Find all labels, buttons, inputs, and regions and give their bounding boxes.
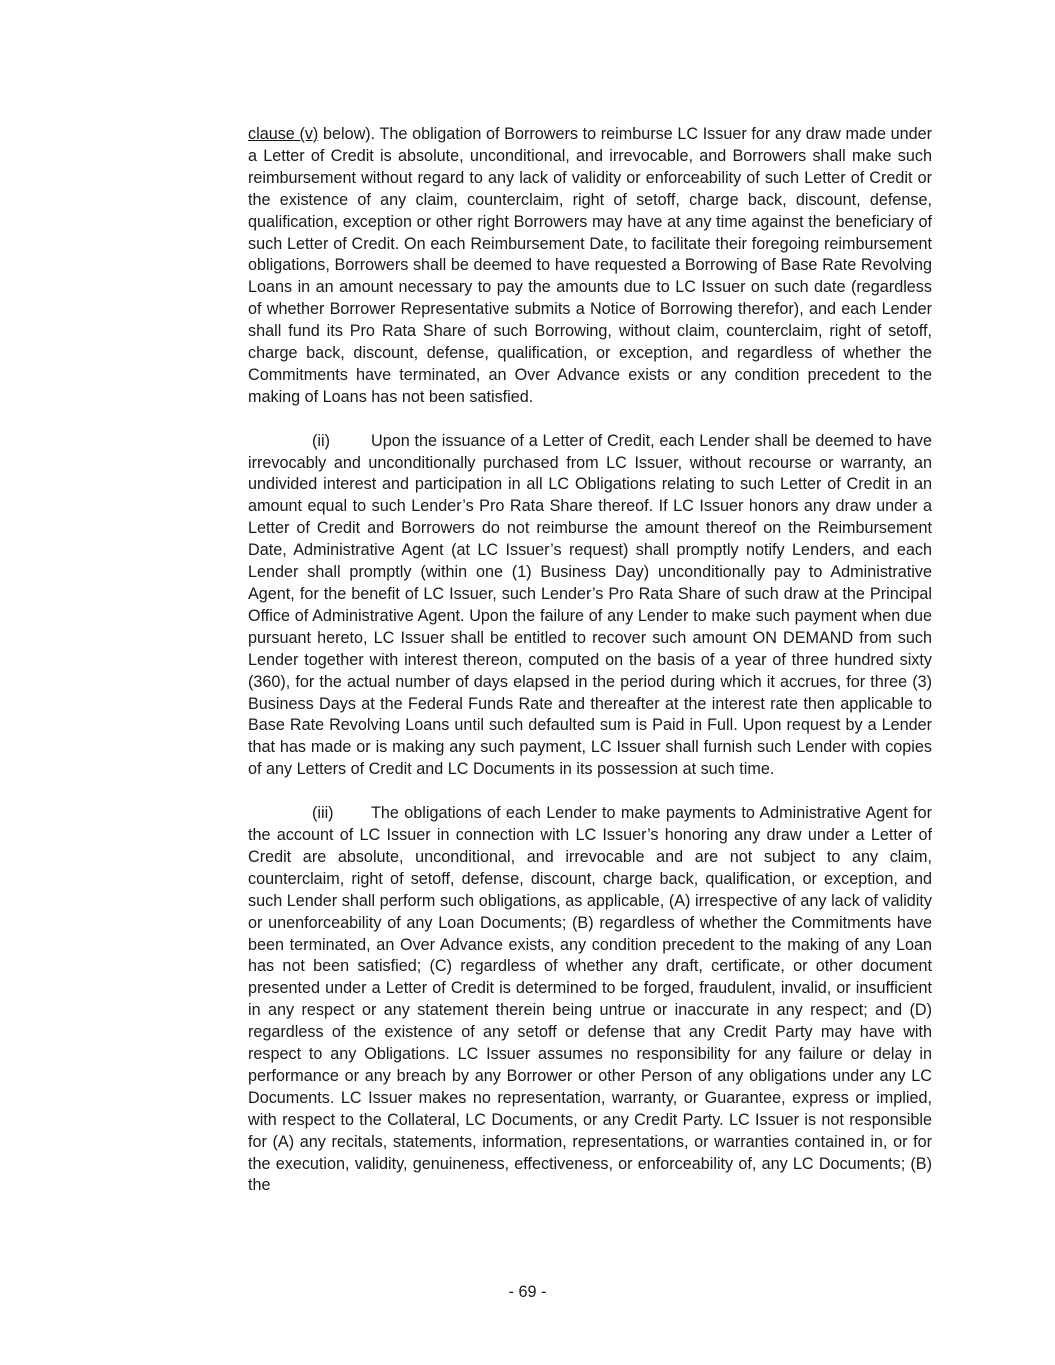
paragraph-text: Upon the issuance of a Letter of Credit, each Lender shall be deemed to have irrevocably and unconditionally purchased from LC Issuer, without recourse or warranty, an undivided interest and participation in all LC Obligations relating to such Letter of Credit in an amount equal to such Lender’s Pro Rata Share thereof. If LC Issuer honors any draw under a Letter of Credit and Borrowers do not reimburse the amount thereof on the Reimbursement Date, Administrative Agent (at LC Issuer’s request) shall promptly notify Lenders, and each Lender shall promptly (within one (1) Business Day) unconditionally pay to Administrative Agent, for the benefit of LC Issuer, such Lender’s Pro Rata Share of such draw at the Principal Office of Administrative Agent. Upon the failure of any Lender to make such payment when due pursuant hereto, LC Issuer shall be entitled to recover such amount ON DEMAND from such Lender together with interest thereon, computed on the basis of a year of three hundred sixty (360), for the actual number of days elapsed in the period during which it accrues, for three (3) Business Days at the Federal Funds Rate and thereafter at the interest rate then applicable to Base Rate Revolving Loans until such defaulted sum is Paid in Full. Upon request by a Lender that has made or is making any such payment, LC Issuer shall furnish such Lender with copies of any Letters of Credit and LC Documents in its possession at such time. [248, 431, 932, 779]
document-body [248, 124, 932, 1197]
paragraph-text: The obligations of each Lender to make payments to Administrative Agent for the account of LC Issuer in connection with LC Issuer’s honoring any draw under a Letter of Credit are absolute, unconditional, and irrevocable and are not subject to any claim, counterclaim, right of setoff, defense, discount, charge back, qualification, or exception, and such Lender shall perform such obligations, as applicable, (A) irrespective of any lack of validity or unenforceability of any Loan Documents; (B) regardless of whether the Commitments have been terminated, an Over Advance exists, any condition precedent to the making of any Loan has not been satisfied; (C) regardless of whether any draft, certificate, or other document presented under a Letter of Credit is determined to be forged, fraudulent, invalid, or insufficient in any respect or any statement therein being untrue or inaccurate in any respect; and (D) regardless of the existence of any setoff or defense that any Credit Party may have with respect to any Obligations. LC Issuer assumes no responsibility for any failure or delay in performance or any breach by any Borrower or other Person of any obligations under any LC Documents. LC Issuer makes no representation, warranty, or Guarantee, express or implied, with respect to the Collateral, LC Documents, or any Credit Party. LC Issuer is not responsible for (A) any recitals, statements, information, representations, or warranties contained in, or for the execution, validity, genuineness, effectiveness, or enforceability of, any LC Documents; (B) the [248, 804, 932, 1195]
paragraph-text: below). The obligation of Borrowers to reimburse LC Issuer for any draw made under a Letter of Credit is absolute, unconditional, and irrevocable, and Borrowers shall make such reimbursement without regard to any lack of validity or enforceability of such Letter of Credit or the existence of any claim, counterclaim, right of setoff, charge back, discount, defense, qualification, exception or other right Borrowers may have at any time against the beneficiary of such Letter of Credit. On each Reimbursement Date, to facilitate their foregoing reimbursement obligations, Borrowers shall be deemed to have requested a Borrowing of Base Rate Revolving Loans in an amount necessary to pay the amounts due to LC Issuer on such date (regardless of whether Borrower Representative submits a Notice of Borrowing therefor), and each Lender shall fund its Pro Rata Share of such Borrowing, without claim, counterclaim, right of setoff, charge back, discount, defense, qualification, or exception, and regardless of whether the Commitments have terminated, an Over Advance exists or any condition precedent to the making of Loans has not been satisfied. [248, 125, 932, 406]
paragraph-ii [248, 431, 932, 782]
clause-reference-link[interactable]: clause (v) [248, 125, 319, 143]
paragraph-continuation [248, 124, 932, 409]
paragraph-enumerator: (ii) [312, 431, 330, 450]
paragraph-iii [248, 803, 932, 1197]
page-number: - 69 - [508, 1283, 547, 1301]
paragraph-enumerator: (iii) [312, 804, 334, 823]
